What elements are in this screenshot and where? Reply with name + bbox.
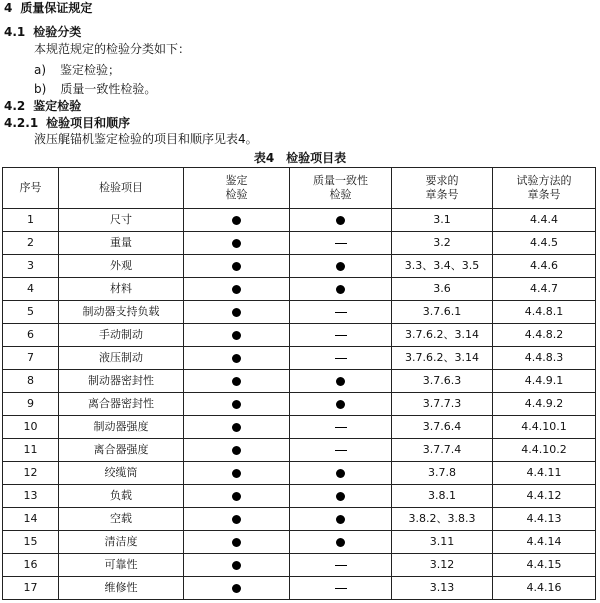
list-text: 鉴定检验； — [60, 63, 121, 77]
table-row — [3, 301, 596, 324]
cell-method: 4.4.15 — [493, 554, 596, 577]
cell-qc — [290, 485, 392, 508]
cell-method: 4.4.11 — [493, 462, 596, 485]
subsection-number: 4.2 — [4, 99, 26, 113]
cell-method: 4.4.10.2 — [493, 439, 596, 462]
cell-req: 3.7.6.2、3.14 — [392, 324, 493, 347]
cell-seq: 2 — [3, 232, 59, 255]
table-title: 表4 检验项目表 — [253, 151, 347, 165]
cell-ident — [184, 462, 290, 485]
subsection-title: 鉴定检验 — [33, 99, 82, 113]
cell-seq: 13 — [3, 485, 59, 508]
cell-ident — [184, 485, 290, 508]
cell-req: 3.7.6.3 — [392, 370, 493, 393]
filled-circle-icon — [232, 423, 241, 432]
header-seq: 序号 — [3, 168, 59, 209]
filled-circle-icon — [232, 515, 241, 524]
cell-seq: 10 — [3, 416, 59, 439]
cell-req: 3.7.6.4 — [392, 416, 493, 439]
list-item — [34, 62, 120, 78]
dash-icon — [335, 335, 347, 336]
header-method — [493, 168, 596, 209]
table-row — [3, 278, 596, 301]
cell-item: 尺寸 — [59, 209, 184, 232]
cell-item: 制动器密封性 — [59, 370, 184, 393]
table-row — [3, 531, 596, 554]
header-qc-line1: 质量一致性 — [313, 174, 368, 187]
cell-seq: 3 — [3, 255, 59, 278]
cell-ident — [184, 393, 290, 416]
cell-seq: 4 — [3, 278, 59, 301]
table-row — [3, 209, 596, 232]
cell-qc — [290, 462, 392, 485]
dash-icon — [335, 565, 347, 566]
cell-method: 4.4.8.2 — [493, 324, 596, 347]
filled-circle-icon — [336, 262, 345, 271]
subsection-heading-4-1 — [4, 24, 81, 40]
list-marker: b) — [34, 82, 47, 96]
header-req — [392, 168, 493, 209]
table-row — [3, 393, 596, 416]
filled-circle-icon — [336, 515, 345, 524]
cell-qc — [290, 301, 392, 324]
subsection-number: 4.1 — [4, 25, 26, 39]
filled-circle-icon — [232, 446, 241, 455]
dash-icon — [335, 243, 347, 244]
dash-icon — [335, 588, 347, 589]
cell-item: 外观 — [59, 255, 184, 278]
cell-method: 4.4.8.3 — [493, 347, 596, 370]
header-method-line1: 试验方法的 — [516, 174, 572, 187]
classification-intro: 本规范规定的检验分类如下： — [34, 42, 191, 56]
cell-seq: 16 — [3, 554, 59, 577]
table-row — [3, 324, 596, 347]
header-req-line2: 章条号 — [425, 188, 459, 201]
cell-qc — [290, 278, 392, 301]
cell-seq: 15 — [3, 531, 59, 554]
cell-ident — [184, 347, 290, 370]
table-row — [3, 370, 596, 393]
section-heading — [4, 0, 92, 16]
header-ident-line1: 鉴定 — [225, 174, 248, 187]
header-ident — [184, 168, 290, 209]
cell-req: 3.3、3.4、3.5 — [392, 255, 493, 278]
cell-ident — [184, 209, 290, 232]
table-row — [3, 416, 596, 439]
cell-qc — [290, 370, 392, 393]
table-row — [3, 255, 596, 278]
filled-circle-icon — [232, 216, 241, 225]
header-ident-line2: 检验 — [225, 188, 248, 201]
cell-req: 3.7.6.2、3.14 — [392, 347, 493, 370]
cell-item: 手动制动 — [59, 324, 184, 347]
cell-method: 4.4.8.1 — [493, 301, 596, 324]
cell-qc — [290, 439, 392, 462]
cell-seq: 12 — [3, 462, 59, 485]
header-qc — [290, 168, 392, 209]
cell-qc — [290, 531, 392, 554]
filled-circle-icon — [336, 285, 345, 294]
table-body — [3, 209, 596, 600]
subsection-title: 检验分类 — [33, 25, 82, 39]
cell-item: 离合器强度 — [59, 439, 184, 462]
cell-ident — [184, 324, 290, 347]
table-row — [3, 485, 596, 508]
cell-ident — [184, 255, 290, 278]
filled-circle-icon — [232, 377, 241, 386]
cell-seq: 17 — [3, 577, 59, 600]
filled-circle-icon — [232, 262, 241, 271]
cell-qc — [290, 416, 392, 439]
list-text: 质量一致性检验。 — [60, 82, 157, 96]
table-row — [3, 347, 596, 370]
cell-method: 4.4.7 — [493, 278, 596, 301]
cell-req: 3.2 — [392, 232, 493, 255]
cell-ident — [184, 232, 290, 255]
table-row — [3, 577, 596, 600]
cell-req: 3.12 — [392, 554, 493, 577]
filled-circle-icon — [336, 469, 345, 478]
cell-ident — [184, 554, 290, 577]
cell-req: 3.7.7.3 — [392, 393, 493, 416]
cell-ident — [184, 577, 290, 600]
cell-ident — [184, 508, 290, 531]
cell-qc — [290, 393, 392, 416]
section-number: 4 — [4, 1, 13, 15]
cell-method: 4.4.12 — [493, 485, 596, 508]
cell-seq: 1 — [3, 209, 59, 232]
cell-req: 3.11 — [392, 531, 493, 554]
cell-method: 4.4.9.1 — [493, 370, 596, 393]
cell-req: 3.8.1 — [392, 485, 493, 508]
filled-circle-icon — [232, 469, 241, 478]
cell-ident — [184, 531, 290, 554]
cell-seq: 8 — [3, 370, 59, 393]
cell-seq: 7 — [3, 347, 59, 370]
filled-circle-icon — [232, 331, 241, 340]
table-reference-text: 液压艉锚机鉴定检验的项目和顺序见表4。 — [34, 132, 258, 146]
cell-item: 空载 — [59, 508, 184, 531]
list-item — [34, 81, 156, 97]
cell-item: 制动器强度 — [59, 416, 184, 439]
cell-item: 液压制动 — [59, 347, 184, 370]
cell-seq: 11 — [3, 439, 59, 462]
cell-ident — [184, 278, 290, 301]
inspection-items-table — [2, 167, 596, 600]
cell-ident — [184, 370, 290, 393]
table-row — [3, 554, 596, 577]
filled-circle-icon — [232, 492, 241, 501]
cell-item: 负载 — [59, 485, 184, 508]
cell-item: 离合器密封性 — [59, 393, 184, 416]
section-title: 质量保证规定 — [20, 1, 93, 15]
cell-method: 4.4.16 — [493, 577, 596, 600]
filled-circle-icon — [336, 400, 345, 409]
subsubsection-heading-4-2-1 — [4, 115, 130, 131]
filled-circle-icon — [232, 285, 241, 294]
cell-qc — [290, 255, 392, 278]
cell-item: 可靠性 — [59, 554, 184, 577]
header-req-line1: 要求的 — [425, 174, 459, 187]
cell-seq: 9 — [3, 393, 59, 416]
cell-ident — [184, 416, 290, 439]
cell-req: 3.7.7.4 — [392, 439, 493, 462]
cell-method: 4.4.5 — [493, 232, 596, 255]
dash-icon — [335, 312, 347, 313]
cell-item: 绞缆筒 — [59, 462, 184, 485]
cell-seq: 14 — [3, 508, 59, 531]
cell-req: 3.6 — [392, 278, 493, 301]
cell-item: 维修性 — [59, 577, 184, 600]
table-header-row — [3, 168, 596, 209]
table-row — [3, 232, 596, 255]
header-qc-line2: 检验 — [329, 188, 352, 201]
cell-method: 4.4.13 — [493, 508, 596, 531]
cell-ident — [184, 439, 290, 462]
cell-req: 3.13 — [392, 577, 493, 600]
dash-icon — [335, 450, 347, 451]
filled-circle-icon — [336, 216, 345, 225]
cell-qc — [290, 324, 392, 347]
header-method-line2: 章条号 — [527, 188, 561, 201]
filled-circle-icon — [232, 239, 241, 248]
cell-qc — [290, 508, 392, 531]
cell-method: 4.4.4 — [493, 209, 596, 232]
cell-req: 3.8.2、3.8.3 — [392, 508, 493, 531]
cell-req: 3.7.6.1 — [392, 301, 493, 324]
filled-circle-icon — [232, 400, 241, 409]
cell-ident — [184, 301, 290, 324]
subsection-heading-4-2 — [4, 98, 81, 114]
cell-method: 4.4.14 — [493, 531, 596, 554]
filled-circle-icon — [336, 538, 345, 547]
subsubsection-number: 4.2.1 — [4, 116, 39, 130]
list-marker: a) — [34, 63, 47, 77]
cell-qc — [290, 554, 392, 577]
filled-circle-icon — [336, 492, 345, 501]
cell-qc — [290, 347, 392, 370]
filled-circle-icon — [232, 538, 241, 547]
table-row — [3, 462, 596, 485]
cell-method: 4.4.6 — [493, 255, 596, 278]
filled-circle-icon — [336, 377, 345, 386]
filled-circle-icon — [232, 561, 241, 570]
cell-qc — [290, 209, 392, 232]
cell-seq: 5 — [3, 301, 59, 324]
dash-icon — [335, 358, 347, 359]
header-item: 检验项目 — [59, 168, 184, 209]
cell-item: 重量 — [59, 232, 184, 255]
subsubsection-title: 检验项目和顺序 — [46, 116, 131, 130]
table-row — [3, 508, 596, 531]
filled-circle-icon — [232, 584, 241, 593]
table-row — [3, 439, 596, 462]
cell-item: 清洁度 — [59, 531, 184, 554]
filled-circle-icon — [232, 308, 241, 317]
cell-req: 3.1 — [392, 209, 493, 232]
cell-req: 3.7.8 — [392, 462, 493, 485]
cell-method: 4.4.9.2 — [493, 393, 596, 416]
cell-qc — [290, 232, 392, 255]
cell-method: 4.4.10.1 — [493, 416, 596, 439]
cell-item: 材料 — [59, 278, 184, 301]
cell-qc — [290, 577, 392, 600]
cell-item: 制动器支持负载 — [59, 301, 184, 324]
dash-icon — [335, 427, 347, 428]
filled-circle-icon — [232, 354, 241, 363]
cell-seq: 6 — [3, 324, 59, 347]
